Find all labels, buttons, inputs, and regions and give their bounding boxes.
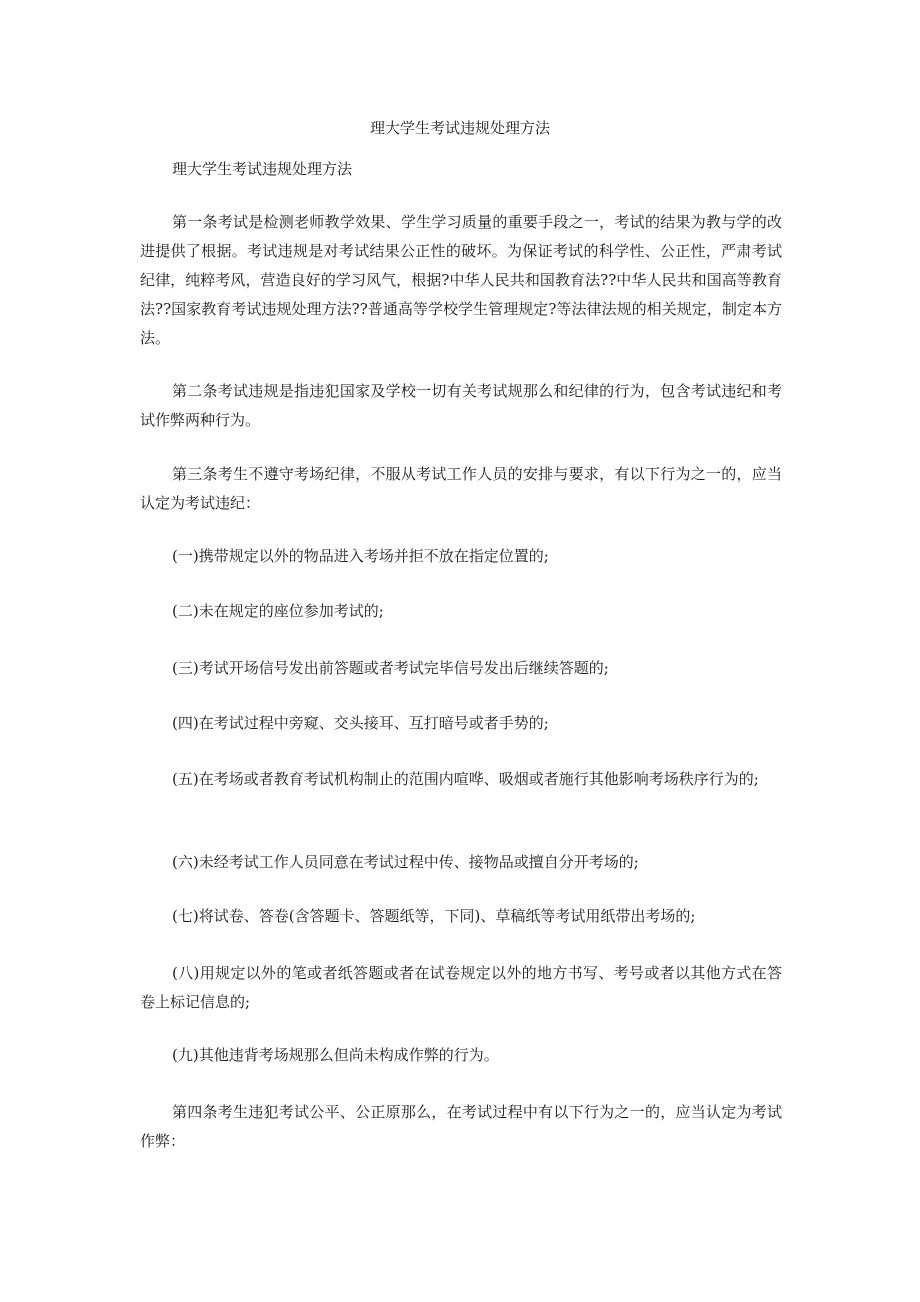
list-item-3: (三)考试开场信号发出前答题或者考试完毕信号发出后继续答题的; bbox=[172, 659, 609, 677]
list-item-9: (九)其他违背考场规那么但尚未构成作弊的行为。 bbox=[172, 1046, 499, 1064]
paragraph-article-3: 第三条考生不遵守考场纪律，不服从考试工作人员的安排与要求，有以下行为之一的，应当认定为考试违纪： bbox=[140, 465, 782, 512]
document-subtitle: 理大学生考试违规处理方法 bbox=[172, 160, 353, 178]
document-title: 理大学生考试违规处理方法 bbox=[369, 119, 550, 137]
list-item-2: (二)未在规定的座位参加考试的; bbox=[172, 602, 384, 620]
paragraph-article-4: 第四条考生违犯考试公平、公正原那么，在考试过程中有以下行为之一的，应当认定为考试作弊： bbox=[140, 1103, 782, 1150]
paragraph-article-1: 第一条考试是检测老师教学效果、学生学习质量的重要手段之一，考试的结果为教与学的改进提供了根据。考试违规是对考试结果公正性的破坏。为保证考试的科学性、公正性，严肃考试纪律，纯粹考风，营造良好的学习风气，根据?中华人民共和国教育法??中华人民共和国高等教育法??国家教育考试违规处理方法??普通高等学校学生管理规定?等法律法规的相关规定，制定本方法。 bbox=[140, 213, 782, 347]
list-item-5: (五)在考场或者教育考试机构制止的范围内喧哗、吸烟或者施行其他影响考场秩序行为的; bbox=[172, 770, 759, 788]
list-item-1: (一)携带规定以外的物品进入考场并拒不放在指定位置的; bbox=[172, 547, 549, 565]
paragraph-article-2: 第二条考试违规是指违犯国家及学校一切有关考试规那么和纪律的行为，包含考试违纪和考试作弊两种行为。 bbox=[140, 382, 782, 429]
list-item-6: (六)未经考试工作人员同意在考试过程中传、接物品或擅自分开考场的; bbox=[172, 853, 639, 871]
list-item-4: (四)在考试过程中旁窥、交头接耳、互打暗号或者手势的; bbox=[172, 714, 549, 732]
list-item-7: (七)将试卷、答卷(含答题卡、答题纸等，下同)、草稿纸等考试用纸带出考场的; bbox=[172, 907, 696, 925]
list-item-8: (八)用规定以外的笔或者纸答题或者在试卷规定以外的地方书写、考号或者以其他方式在答卷上标记信息的; bbox=[140, 964, 782, 1011]
